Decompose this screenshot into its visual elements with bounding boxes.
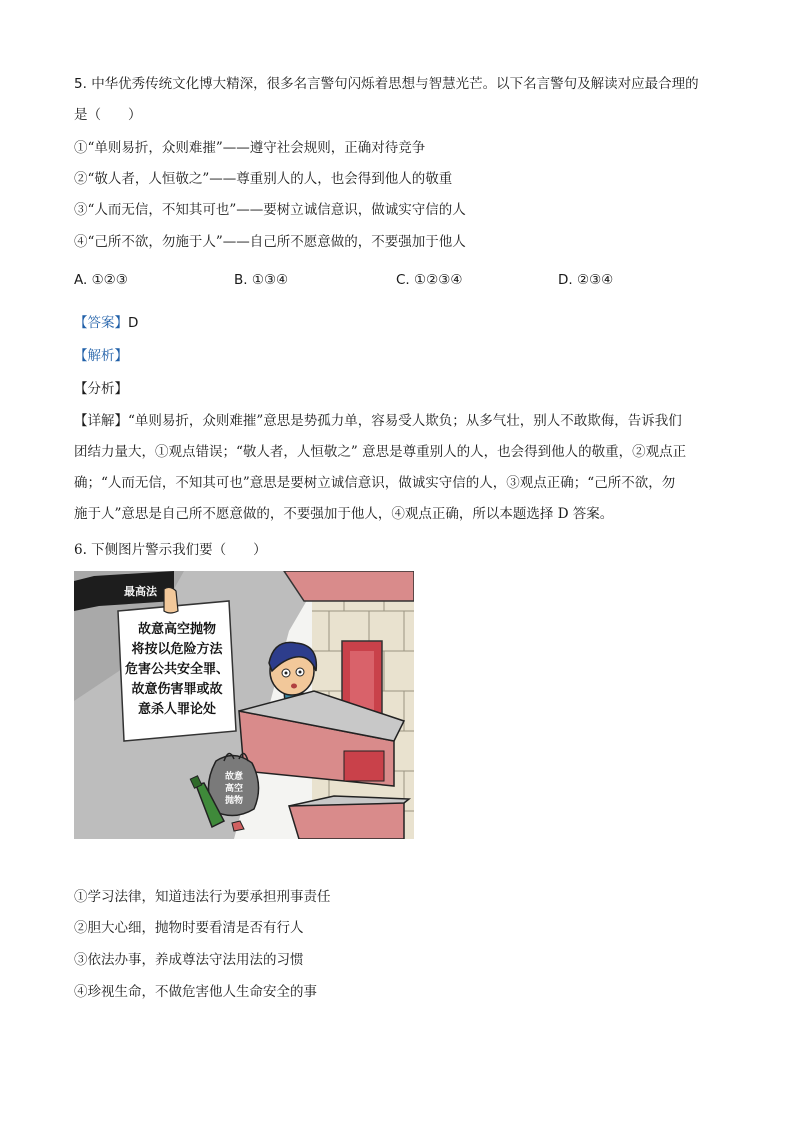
detail-tag: 【详解】 [74, 413, 128, 429]
q5-stem-line2: 是（ ） [74, 107, 142, 123]
q5-item-2: ②“敬人者，人恒敬之”——尊重别人的人，也会得到他人的敬重 [74, 171, 453, 187]
bag-line-2: 高空 [224, 784, 244, 794]
analysis-tag: 【解析】 [74, 348, 128, 364]
notice-line-1: 故意高空抛物 [137, 622, 217, 637]
banner-text: 最高法 [124, 585, 157, 598]
q5-option-b: B. ①③④ [234, 272, 289, 288]
bag-line-3: 抛物 [224, 796, 244, 806]
q5-stem-line1 [74, 74, 699, 94]
q6-item-1: ①学习法律，知道违法行为要承担刑事责任 [74, 889, 331, 905]
q6-item-3: ③依法办事，养成尊法守法用法的习惯 [74, 952, 304, 968]
detail-line-4: 施于人”意思是自己所不愿意做的，不要强加于他人，④观点正确，所以本题选择 D 答案。 [74, 506, 614, 522]
q5-option-d: D. ②③④ [558, 272, 614, 288]
q6-stem: 6. 下侧图片警示我们要（ ） [74, 542, 267, 558]
q6-item-4: ④珍视生命，不做危害他人生命安全的事 [74, 984, 317, 1000]
answer-value: D [128, 315, 139, 331]
q6-item-2: ②胆大心细，抛物时要看清是否有行人 [74, 920, 304, 936]
bag-line-1: 故意 [224, 772, 244, 782]
notice-line-3: 危害公共安全罪、 [124, 662, 230, 677]
notice-line-2: 将按以危险方法 [131, 642, 223, 657]
q5-item-4: ④“己所不欲，勿施于人”——自己所不愿意做的，不要强加于他人 [74, 234, 466, 250]
detail-line-3: 确；“人而无信，不知其可也”意思是要树立诚信意识，做诚实守信的人，③观点正确；“己所不欲，勿 [74, 475, 676, 491]
q5-item-1: ①“单则易折，众则难摧”——遵守社会规则，正确对待竞争 [74, 140, 426, 156]
detail-line-2: 团结力量大，①观点错误；“敬人者，人恒敬之” 意思是尊重别人的人，也会得到他人的敬重，②观点正 [74, 444, 687, 460]
notice-line-4: 故意伤害罪或故 [131, 682, 223, 697]
q5-number: 5. [74, 76, 87, 92]
q5-answer [74, 313, 138, 333]
q5-option-c: C. ①②③④ [396, 272, 463, 288]
detail-line-1: 【详解】“单则易折，众则难摧”意思是势孤力单，容易受人欺负；从多气壮，别人不敢欺侮，告诉我们 [74, 413, 682, 429]
answer-tag: 【答案】 [74, 315, 128, 331]
comic-illustration [74, 571, 414, 839]
notice-line-5: 意杀人罪论处 [137, 702, 217, 717]
fenxi-tag: 【分析】 [74, 381, 128, 397]
q5-stem-text: 中华优秀传统文化博大精深，很多名言警句闪烁着思想与智慧光芒。以下名言警句及解读对应最合理的 [91, 76, 699, 92]
q5-item-3: ③“人而无信，不知其可也”——要树立诚信意识，做诚实守信的人 [74, 202, 466, 218]
notice-paper [118, 587, 236, 741]
q5-option-a: A. ①②③ [74, 272, 128, 288]
q5-detail [74, 406, 724, 530]
